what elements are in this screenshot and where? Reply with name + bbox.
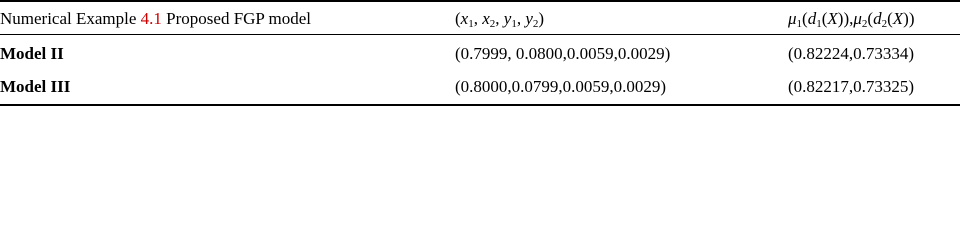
mu1-expression: $\mu_1(d_1(X))$ (788, 9, 850, 30)
bottom-rule (0, 104, 960, 106)
var-x2: $x_2$ (482, 9, 496, 30)
header-rule (0, 34, 960, 35)
var-x1: $x_1$ (460, 9, 474, 30)
mu2-expression: $\mu_2(d_2(X))$ (853, 9, 915, 30)
table-row (0, 37, 962, 71)
row-solution-value: (0.8000,0.0799,0.0059,0.0029) (455, 77, 667, 96)
row-model-label: Model III (0, 77, 71, 96)
header-membership-column: $\mu_1(d_1(X)),\mu_2(d_2(X))$ (788, 9, 915, 30)
results-table (0, 0, 962, 108)
row-model-label: Model II (0, 44, 64, 63)
row-membership-value: (0.82224,0.73334) (788, 44, 915, 63)
var-y1: $y_1$ (503, 9, 517, 30)
header-model-column (0, 2, 440, 36)
table-row (0, 70, 962, 104)
header-example-suffix: Proposed FGP model (166, 9, 311, 28)
row-membership-value: (0.82217,0.73325) (788, 77, 915, 96)
row-solution-value: (0.7999, 0.0800,0.0059,0.0029) (455, 44, 671, 63)
header-solution-column: ($x_1$, $x_2$, $y_1$, $y_2$) (455, 9, 545, 30)
var-y2: $y_2$ (525, 9, 539, 30)
header-example-prefix: Numerical Example (0, 9, 137, 28)
example-reference-link[interactable]: 4.1 (140, 9, 162, 28)
table-header-row (0, 2, 962, 36)
